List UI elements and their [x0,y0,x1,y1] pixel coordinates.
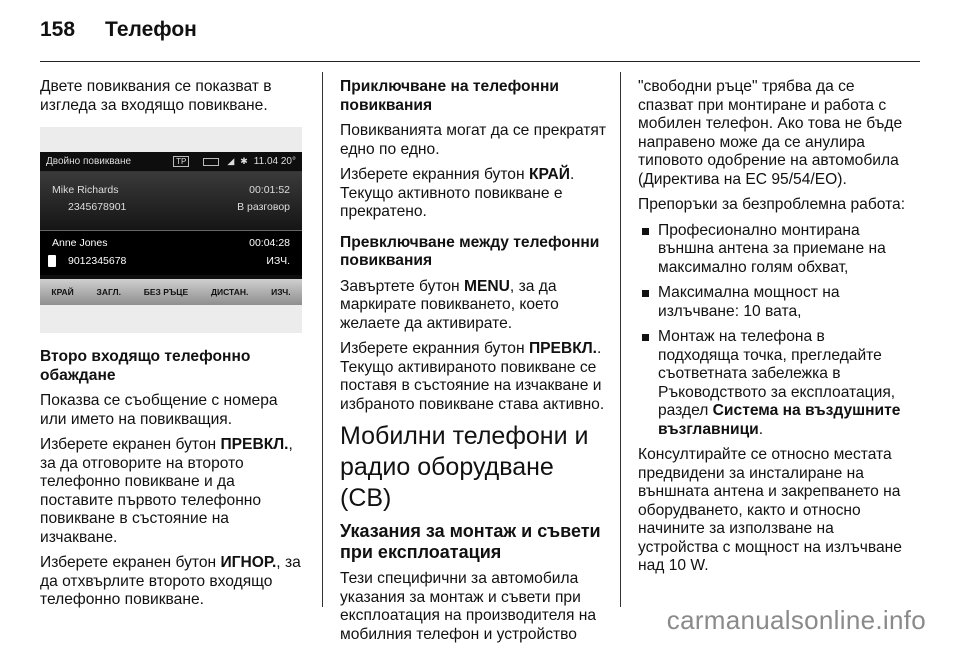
end-calls-p2: Изберете екранния бутон КРАЙ. Текущо активното повикване е прекратено. [340,166,575,220]
list-item: Монтаж на телефона в подходяща точка, прегледайте съответната забележка в Ръководството за експлоатация, раздел Система на въздушните възглавници. [638,328,906,439]
page-header [40,18,197,48]
call-entry-2[interactable] [40,230,302,275]
second-call-p1: Показва се съобщение с номера или името на повикващия. [40,392,278,428]
call1-number: 2345678901 [68,201,127,213]
call1-name: Mike Richards [52,184,119,196]
switch-calls-p2: Изберете екранния бутон ПРЕВКЛ.. Текущо активираното повикване се поставя в състояние на изчакване и избраното повикване става активно. [340,340,605,413]
second-call-heading: Второ входящо телефонно обаждане [40,348,251,384]
col3-p1: "свободни ръце" трябва да се спазват при монтиране и работа с мобилен телефон. Ако това не бъде направено може да се анулира типовото одобрение на автомобила (Директива на ЕС 95/54/ЕО). [638,78,903,188]
phone-screen [40,152,302,305]
watermark: carmanualsonline.info [666,605,926,635]
status-temperature: 20° [280,156,296,167]
infotainment-screen-figure [40,127,302,333]
column-1-lower [40,348,308,617]
mounting-text: Тези специфични за автомобила указания за монтаж и съвети при експлоатация на производителя на мобилния телефон и устройство [340,570,597,643]
call2-name: Anne Jones [52,237,108,249]
column-divider-2 [620,72,621,607]
softkey-handsfree[interactable]: БЕЗ РЪЦЕ [143,287,189,297]
column-1 [40,78,308,122]
subsection-heading-mounting: Указания за монтаж и съвети при експлоатация [340,521,601,562]
recommendations-list [638,222,906,440]
col3-p3: Консултирайте се относно местата предвидени за инсталиране на външната антена и закрепването на оборудването, както и относно начините за използване на устройства с мощност на излъчване над 10 W. [638,446,902,574]
bluetooth-icon: ✱ [240,156,248,166]
signal-icon: ◢ [227,156,235,166]
call2-status: ИЗЧ. [266,255,290,267]
call2-duration: 00:04:28 [249,237,290,249]
section-heading-mobile-radio: Мобилни телефони и радио оборудване (CB) [340,422,589,512]
screen-status-bar [40,152,302,172]
tp-indicator: TP [173,156,189,167]
switch-calls-heading: Превключване между телефонни повиквания [340,233,600,269]
list-item: Професионално монтирана външна антена за приемане на максимално голям обхват, [638,222,906,278]
screen-title: Двойно повикване [46,156,132,167]
end-calls-p1: Повикванията могат да се прекратят едно по едно. [340,122,607,158]
call1-duration: 00:01:52 [249,184,290,196]
intro-text: Двете повиквания се показват в изгледа за входящо повикване. [40,78,272,114]
status-time: 11.04 [253,156,279,167]
switch-calls-p1: Завъртете бутон MENU, за да маркирате повикването, което желаете да активирате. [340,277,559,332]
softkey-mute[interactable]: ЗАГЛ. [96,287,121,297]
second-call-p3: Изберете екранен бутон ИГНОР., за да отхвърлите второто входящо телефонно повикване. [40,554,301,608]
softkey-bar [40,279,302,305]
softkey-hold[interactable]: ИЗЧ. [271,287,291,297]
column-2 [340,78,610,651]
list-item: Максимална мощност на излъчване: 10 вата, [638,284,906,321]
battery-icon [203,158,219,166]
column-divider-1 [322,72,323,607]
second-call-p2: Изберете екранен бутон ПРЕВКЛ., за да отговорите на второто телефонно повикване и да поставите първото телефонно повикване в състояние на изчакване. [40,436,293,546]
page-title: Телефон [105,18,197,41]
softkey-end[interactable]: КРАЙ [51,287,74,297]
header-rule [40,61,920,62]
call2-number: 9012345678 [68,255,127,267]
page-number: 158 [40,18,76,41]
softkey-dial[interactable]: ДИСТАН. [210,287,249,297]
column-3 [638,78,906,583]
end-calls-heading: Приключване на телефонни повиквания [340,78,559,114]
call1-status: В разговор [237,201,290,213]
mobile-phone-icon [48,255,56,267]
call-entry-1[interactable] [40,172,302,230]
col3-p2: Препоръки за безпроблемна работа: [638,196,906,213]
